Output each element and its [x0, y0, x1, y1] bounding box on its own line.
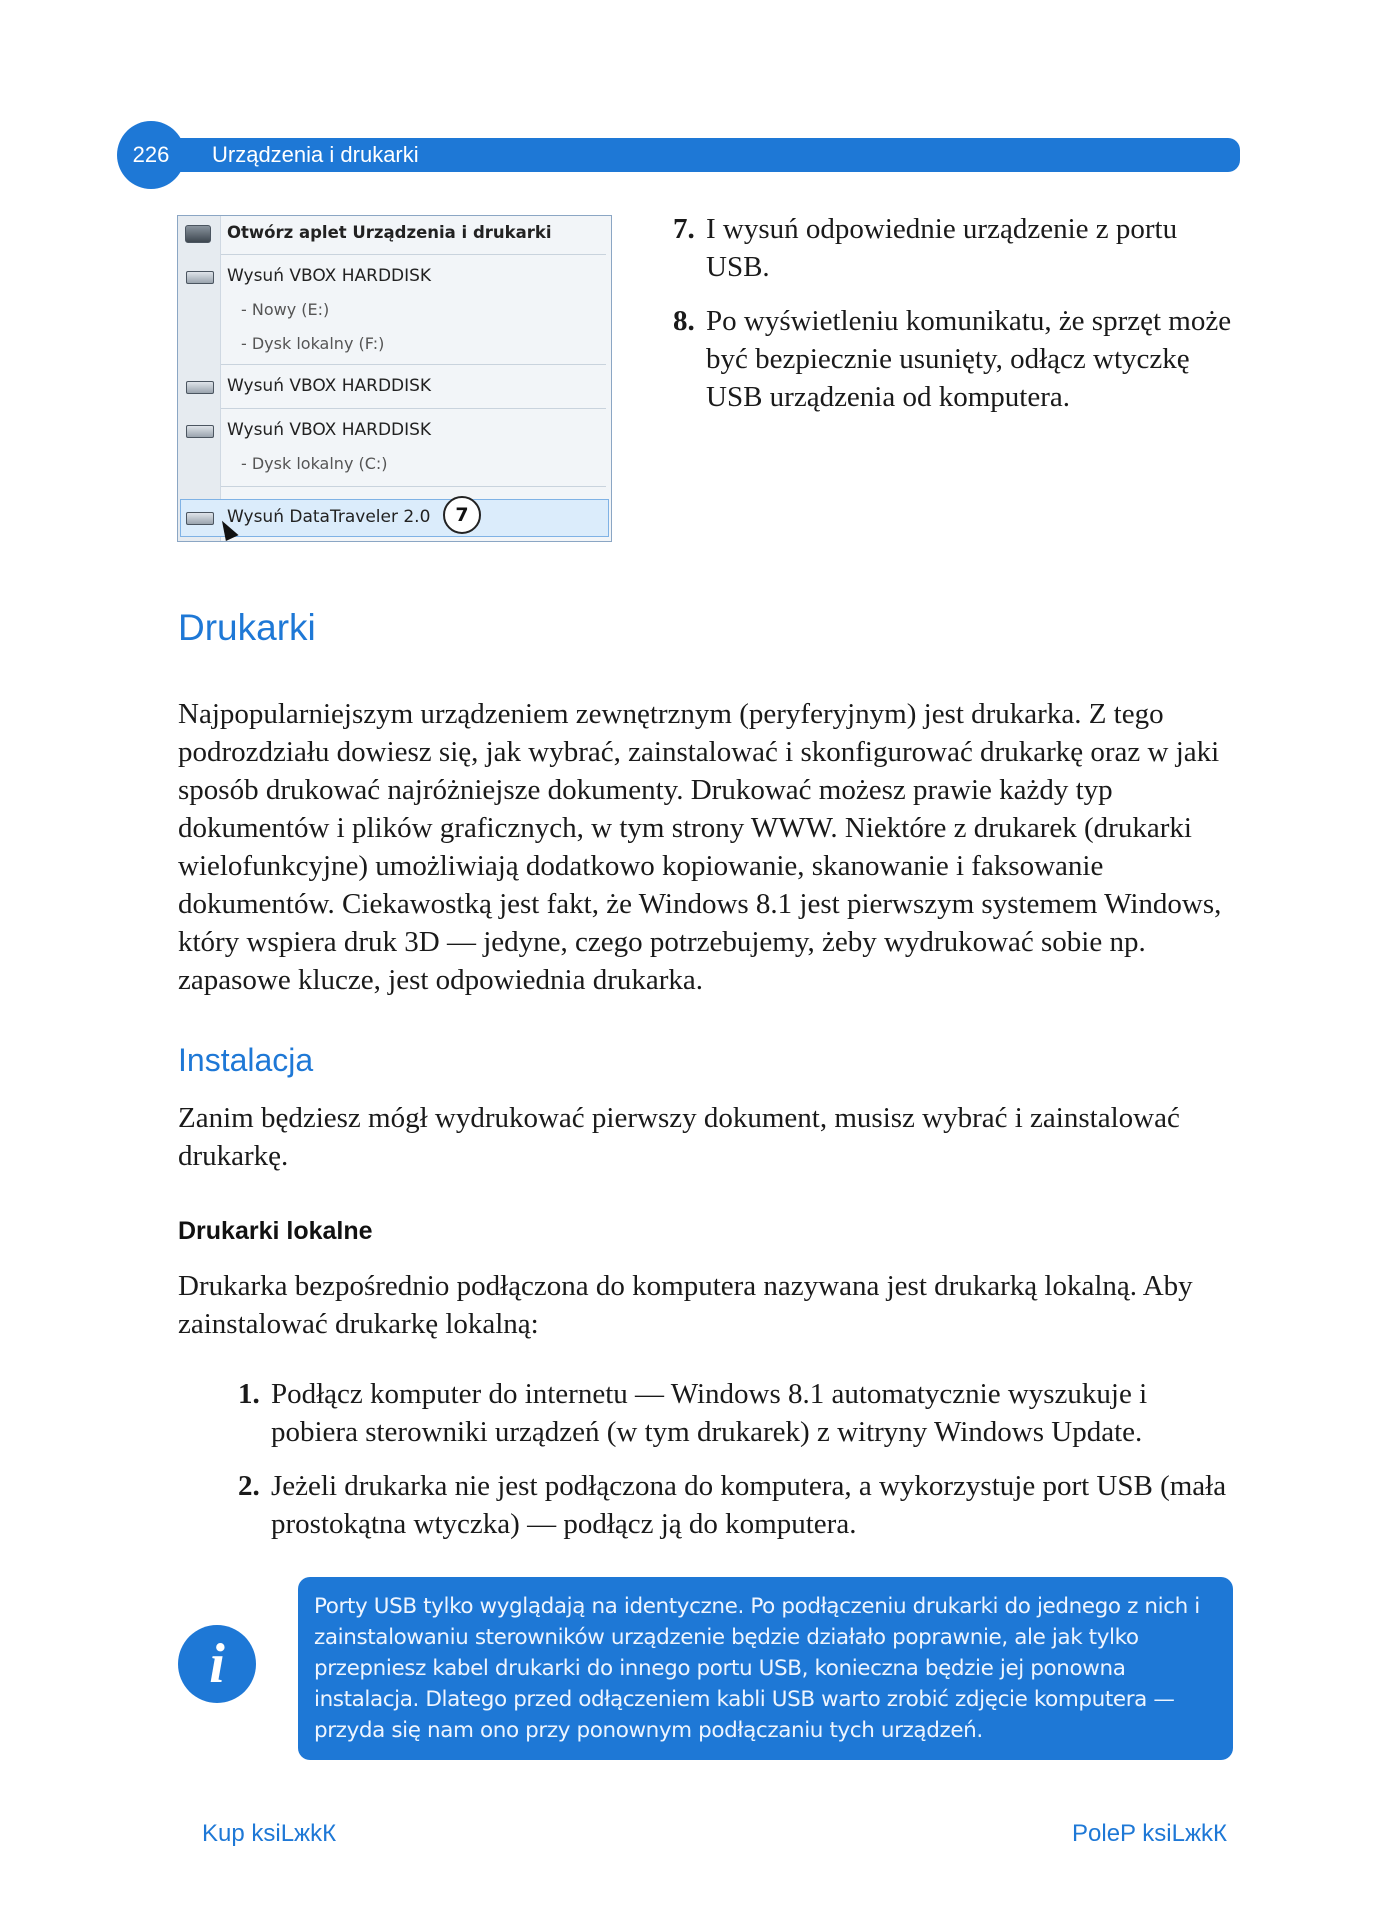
drive-icon	[186, 425, 214, 438]
section-title: Drukarki	[178, 607, 316, 648]
menu-item-label: Wysuń VBOX HARDDISK	[227, 420, 432, 440]
steps-top-list	[673, 210, 1233, 432]
step-item	[238, 1467, 1238, 1543]
steps-bottom-list	[238, 1375, 1238, 1559]
step-item	[673, 210, 1233, 286]
step-number: 7.	[673, 213, 695, 245]
footer-recommend-link[interactable]: PoleP ksiLжkК	[1072, 1820, 1227, 1847]
drive-icon	[186, 271, 214, 284]
menu-separator	[221, 486, 606, 487]
step-item	[238, 1375, 1238, 1451]
step-number: 1.	[238, 1378, 260, 1410]
step-text: Jeżeli drukarka nie jest podłączona do komputera, a wykorzystuje port USB (mała prostokątna wtyczka) — podłącz ją do komputera.	[271, 1470, 1227, 1540]
chapter-title: Urządzenia i drukarki	[212, 142, 419, 167]
menu-subitem-label: - Dysk lokalny (C:)	[241, 454, 388, 473]
subsection-title: Instalacja	[178, 1042, 314, 1078]
menu-subitem-local-f	[178, 327, 611, 361]
step-text: Po wyświetleniu komunikatu, że sprzęt może być bezpiecznie usunięty, odłącz wtyczkę USB urządzenia od komputera.	[706, 305, 1232, 413]
step-item	[673, 302, 1233, 416]
menu-separator	[221, 364, 606, 365]
installation-paragraph: Zanim będziesz mógł wydrukować pierwszy dokument, musisz wybrać i zainstalować drukarkę.	[178, 1102, 1180, 1172]
menu-subitem-label: - Dysk lokalny (F:)	[241, 334, 385, 353]
printer-icon	[185, 225, 211, 243]
menu-item-label: Wysuń DataTraveler 2.0	[227, 507, 431, 527]
menu-separator	[221, 408, 606, 409]
footer-buy-link[interactable]: Kup ksiLжkК	[202, 1820, 337, 1847]
menu-subitem-new-e	[178, 293, 611, 327]
menu-item-eject-vbox-3[interactable]	[178, 413, 611, 447]
local-printers-paragraph: Drukarka bezpośrednio podłączona do komputera nazywana jest drukarką lokalną. Aby zainstalować drukarkę lokalną:	[178, 1270, 1193, 1340]
drive-icon	[186, 381, 214, 394]
step-text: I wysuń odpowiednie urządzenie z portu USB.	[706, 213, 1178, 283]
menu-subitem-local-c	[178, 447, 611, 481]
info-icon: i	[178, 1625, 256, 1703]
page-number: 226	[132, 142, 170, 167]
menu-item-label: Wysuń VBOX HARDDISK	[227, 266, 432, 286]
intro-paragraph: Najpopularniejszym urządzeniem zewnętrznym (peryferyjnym) jest drukarka. Z tego podrozdziału dowiesz się, jak wybrać, zainstalować i skonfigurować drukarkę oraz w jaki sposób drukować najróżniejsze dokumenty. Drukować możesz prawie każdy typ dokumentów i plików graficznych, w tym strony WWW. Niektóre z drukarek (drukarki wielofunkcyjne) umożliwiają dodatkowo kopiowanie, skanowanie i faksowanie dokumentów. Ciekawostką jest fakt, że Windows 8.1 jest pierwszym systemem Windows, który wspiera druk 3D — jedyne, czego potrzebujemy, żeby wydrukować sobie np. zapasowe klucze, jest odpowiednia drukarka.	[178, 698, 1222, 996]
menu-item-label: Wysuń VBOX HARDDISK	[227, 376, 432, 396]
drive-icon	[186, 512, 214, 525]
menu-item-label: Otwórz aplet Urządzenia i drukarki	[227, 223, 552, 242]
subsubsection-title: Drukarki lokalne	[178, 1217, 373, 1245]
eject-menu-screenshot	[177, 215, 612, 542]
step-number: 8.	[673, 305, 695, 337]
menu-separator	[221, 254, 606, 255]
step-number: 2.	[238, 1470, 260, 1502]
menu-item-eject-datatraveler[interactable]	[178, 500, 611, 534]
step-text: Podłącz komputer do internetu — Windows 8.1 automatycznie wyszukuje i pobiera sterowniki urządzeń (w tym drukarek) z witryny Windows Update.	[271, 1378, 1148, 1448]
step-callout-badge: 7	[443, 496, 481, 534]
menu-item-eject-vbox-1[interactable]	[178, 259, 611, 293]
menu-item-eject-vbox-2[interactable]	[178, 369, 611, 403]
menu-item-open-devices[interactable]	[178, 216, 611, 250]
menu-subitem-label: - Nowy (E:)	[241, 300, 330, 319]
info-note-box: Porty USB tylko wyglądają na identyczne. Po podłączeniu drukarki do jednego z nich i zainstalowaniu sterowników urządzenie będzie działało poprawnie, ale jak tylko przepniesz kabel drukarki do innego portu USB, konieczna będzie jej ponowna instalacja. Dlatego przed odłączeniem kabli USB warto zrobić zdjęcie komputera — przyda się nam ono przy ponownym podłączaniu tych urządzeń.	[298, 1577, 1233, 1760]
